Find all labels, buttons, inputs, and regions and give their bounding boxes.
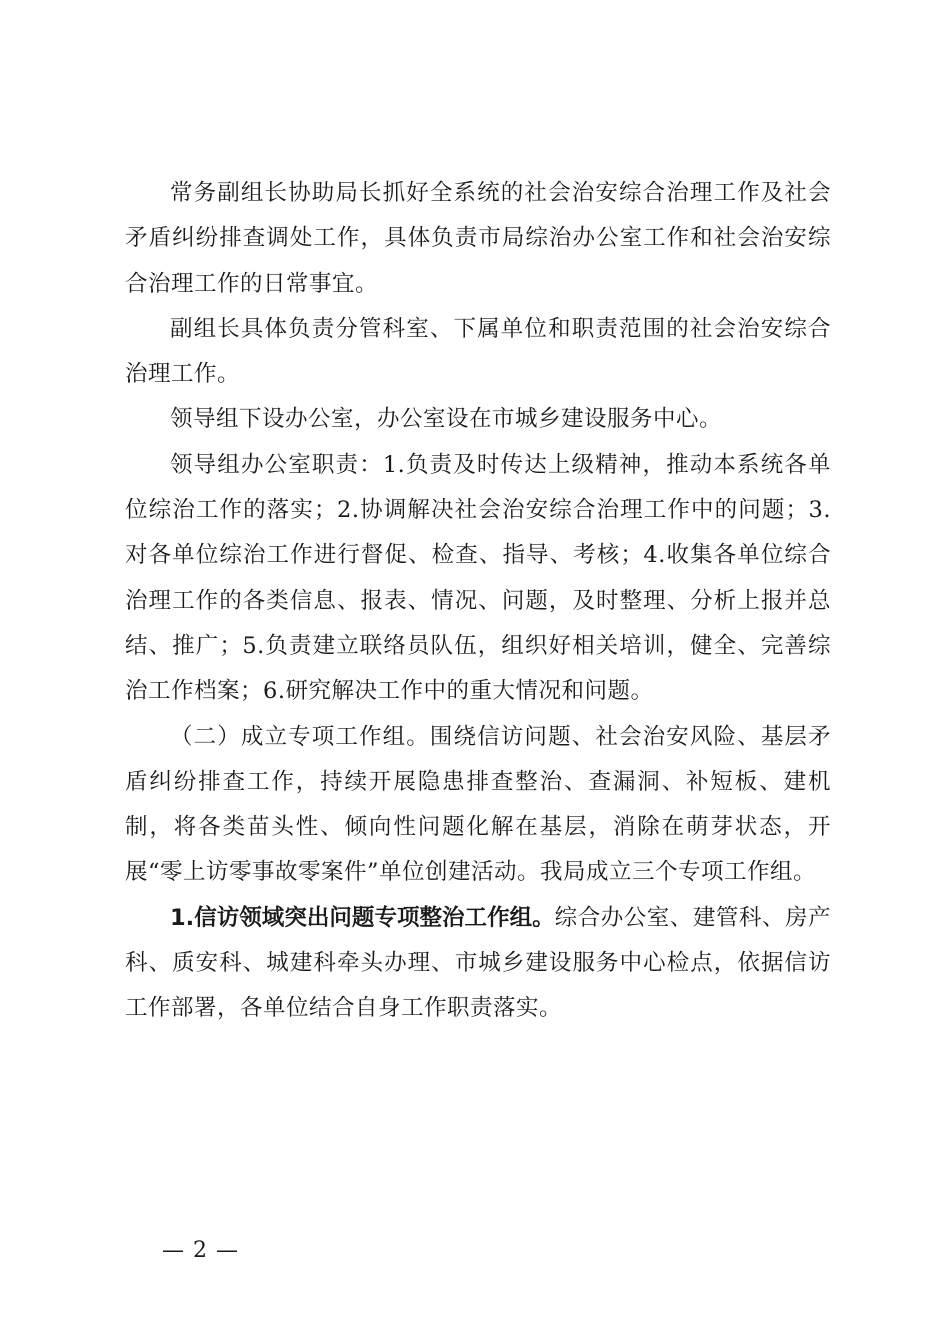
paragraph-text: 副组长具体负责分管科室、下属单位和职责范围的社会治安综合治理工作。 (125, 315, 831, 388)
paragraph-text: 综合办公室、建管科、房产科、质安科、城建科牵头办理、市城乡建设服务中心检点，依据信访工作部署，各单位结合自身工作职责落实。 (125, 904, 831, 1022)
paragraph-lead: 1.信访领域突出问题专项整治工作组。 (170, 904, 555, 931)
paragraph-text: 领导组下设办公室，办公室设在市城乡建设服务中心。 (170, 406, 723, 433)
paragraph-special-working-groups (125, 715, 831, 896)
paragraph-office-setup (125, 397, 831, 442)
paragraph-deputy-leader-duties (125, 171, 831, 307)
paragraph-text: （二）成立专项工作组。围绕信访问题、社会治安风险、基层矛盾纠纷排查工作，持续开展隐患排查整治、查漏洞、补短板、建机制，将各类苗头性、倾向性问题化解在基层，消除在萌芽状态，开展“零上访零事故零案件”单位创建活动。我局成立三个专项工作组。 (125, 723, 831, 886)
paragraph-vice-leader-duties (125, 307, 831, 398)
paragraph-office-responsibilities (125, 443, 831, 715)
paragraph-petition-working-group (125, 896, 831, 1032)
document-body (125, 171, 831, 1032)
paragraph-text: 常务副组长协助局长抓好全系统的社会治安综合治理工作及社会矛盾纠纷排查调处工作，具体负责市局综治办公室工作和社会治安综合治理工作的日常事宜。 (125, 180, 831, 297)
paragraph-text: 领导组办公室职责：1.负责及时传达上级精神，推动本系统各单位综治工作的落实；2.协调解决社会治安综合治理工作中的问题；3.对各单位综治工作进行督促、检查、指导、考核；4.收集各单位综合治理工作的各类信息、报表、情况、问题，及时整理、分析上报并总结、推广；5.负责建立联络员队伍，组织好相关培训，健全、完善综治工作档案；6.研究解决工作中的重大情况和问题。 (125, 451, 831, 705)
page-number: — 2 — (162, 1238, 239, 1263)
